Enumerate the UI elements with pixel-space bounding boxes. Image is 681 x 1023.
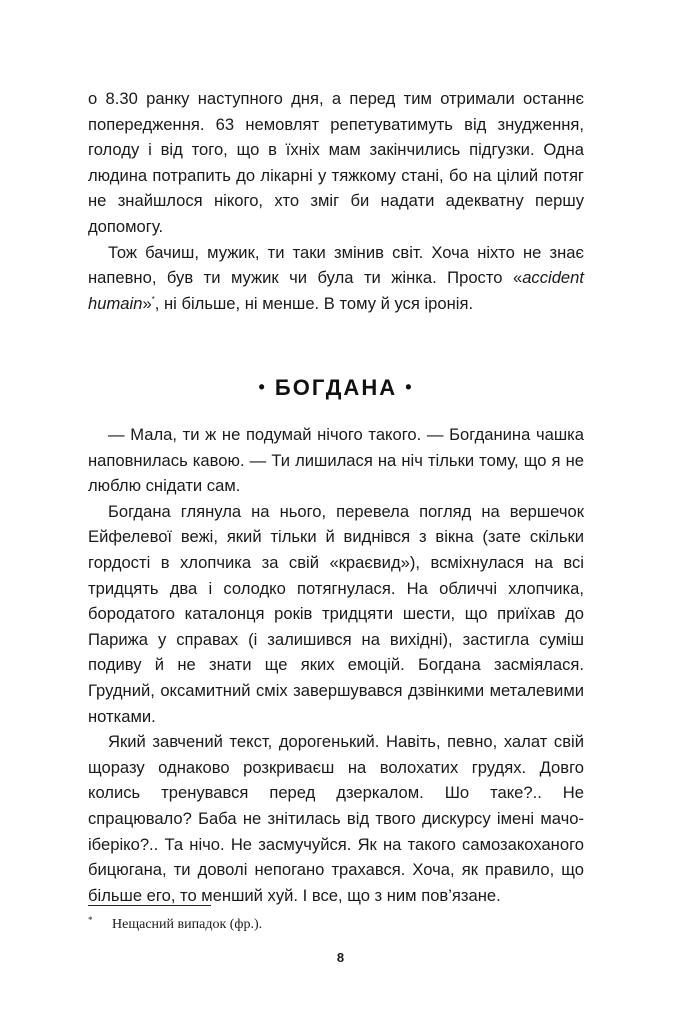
- paragraph-monologue: Який завчений текст, дорогенький. Навіть, певно, халат свій щоразу однаково розкриваєш на волохатих грудях. Довго колись тренувався перед дзеркалом. Шо таке?.. Не спрацювало? Баба не знітилась від твого дискурсу імені мачо-іберіко?.. Та нічо. Не засмучуйся. Як на такого самозакоханого бицюгана, ти доволі непогано трахався. Хоча, як правило, що більше его, то менший хуй. І все, що з ним пов’язане.: [88, 732, 584, 905]
- footnote-mark: *: [88, 915, 93, 925]
- footnote: [88, 910, 584, 935]
- heading-bullet-icon: •: [258, 377, 267, 397]
- italic-phrase: accident humain: [88, 268, 584, 313]
- closing-quote: »: [142, 293, 152, 313]
- paragraph-text-end: , ні більше, ні менше. В тому й уся іронія.: [154, 293, 474, 313]
- footnote-marker[interactable]: *: [151, 294, 155, 304]
- paragraph-accident: [88, 240, 584, 317]
- heading-bullet-icon: •: [405, 377, 414, 397]
- footnote-text: Нещасний випадок (фр.).: [112, 917, 263, 932]
- paragraph-continuation: о 8.30 ранку наступного дня, а перед тим отримали останнє попередження. 63 немовлят репетуватимуть від знудження, голоду і від того, що в їхніх мам закінчились підгузки. Одна людина потрапить до лікарні у тяжкому стані, бо на цілий потяг не знайшлося нікого, хто зміг би надати адекватну першу допомогу.: [88, 89, 584, 236]
- chapter-heading: [88, 371, 584, 404]
- footnote-divider: [88, 905, 211, 906]
- text-section-top: [88, 86, 584, 316]
- chapter-title: БОГДАНА: [274, 375, 398, 400]
- page-number: 8: [336, 950, 345, 965]
- paragraph-narration: Богдана глянула на нього, перевела погляд на вершечок Ейфелевої вежі, який тільки й виднівся з вікна (зате скільки гордості в хлопчика за свій «краєвид»), всміхнулася на всі тридцять два і солодко потягнулася. На обличчі хлопчика, бородатого каталонця років тридцяти шести, що приїхав до Парижа у справах (і залишився на вихідні), застигла суміш подиву й не знати ще яких емоцій. Богдана засміялася. Грудний, оксамитний сміх завершувався дзвінкими металевими нотками.: [88, 501, 584, 726]
- paragraph-dialogue: — Мала, ти ж не подумай нічого такого. — Богданина чашка наповнилась кавою. — Ти лишилася на ніч тільки тому, що я не люблю снідати сам.: [88, 425, 584, 496]
- paragraph-text: Тож бачиш, мужик, ти таки змінив світ. Хоча ніхто не знає напевно, був ти мужик чи була ти жінка. Просто «: [88, 242, 584, 288]
- text-section-bottom: [88, 422, 584, 908]
